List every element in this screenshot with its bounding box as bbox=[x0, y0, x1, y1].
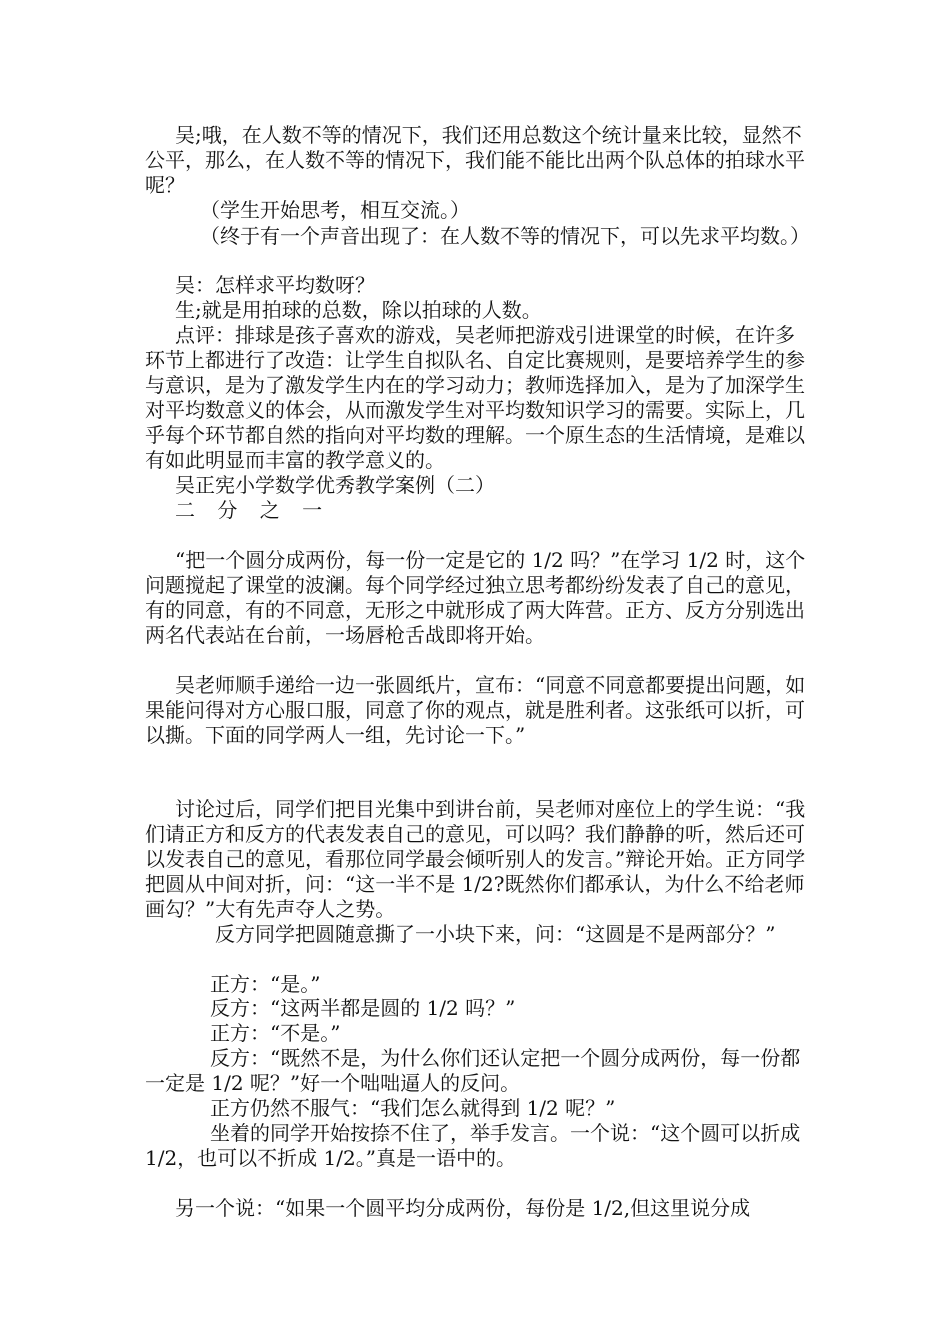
paragraph-18: 另一个说：“如果一个圆平均分成两份，每份是 1/2,但这里说分成 bbox=[175, 1196, 751, 1220]
paragraph-4: 吴：怎样求平均数呀？ bbox=[175, 273, 375, 297]
paragraph-17: 坐着的同学开始按捺不住了，举手发言。一个说：“这个圆可以折成 1/2，也可以不折成 1/2。”真是一语中的。 bbox=[145, 1121, 801, 1170]
paragraph-9: 吴老师顺手递给一边一张圆纸片，宣布：“同意不同意都要提出问题，如果能问得对方心服口服，同意了你的观点，就是胜利者。这张纸可以折，可以撕。下面的同学两人一组，先讨论一下。” bbox=[145, 673, 806, 747]
paragraph-3: （终于有一个声音出现了：在人数不等的情况下，可以先求平均数。） bbox=[200, 224, 810, 248]
paragraph-11: 反方同学把圆随意撕了一小块下来，问：“这圆是不是两部分？” bbox=[215, 922, 776, 946]
paragraph-8: “把一个圆分成两份，每一份一定是它的 1/2 吗？”在学习 1/2 时，这个问题搅起了课堂的波澜。每个同学经过独立思考都纷纷发表了自己的意见，有的同意，有的不同意，无形之中就形成了两大阵营。正方、反方分别选出两名代表站在台前，一场唇枪舌战即将开始。 bbox=[145, 548, 806, 647]
paragraph-12: 正方：“是。” bbox=[210, 972, 321, 996]
paragraph-5: 生;就是用拍球的总数，除以拍球的人数。 bbox=[175, 298, 542, 322]
paragraph-10: 讨论过后，同学们把目光集中到讲台前，吴老师对座位上的学生说：“我们请正方和反方的代表发表自己的意见，可以吗？我们静静的听，然后还可以发表自己的意见，看那位同学最会倾听别人的发言。”辩论开始。正方同学把圆从中间对折，问：“这一半不是 1/2?既然你们都承认，为什么不给老师画勾？”大有先声夺人之势。 bbox=[145, 797, 806, 921]
paragraph-16: 正方仍然不服气：“我们怎么就得到 1/2 呢？” bbox=[210, 1096, 616, 1120]
section-heading: 二 分 之 一 bbox=[175, 498, 331, 522]
paragraph-7: 吴正宪小学数学优秀教学案例（二） bbox=[175, 473, 495, 497]
paragraph-2: （学生开始思考，相互交流。） bbox=[200, 198, 470, 222]
paragraph-1: 吴;哦，在人数不等的情况下，我们还用总数这个统计量来比较，显然不公平，那么，在人数不等的情况下，我们能不能比出两个队总体的拍球水平呢？ bbox=[145, 123, 805, 197]
paragraph-6: 点评：排球是孩子喜欢的游戏，吴老师把游戏引进课堂的时候，在许多环节上都进行了改造：让学生自拟队名、自定比赛规则，是要培养学生的参与意识，是为了激发学生内在的学习动力；教师选择加入，是为了加深学生对平均数意义的体会，从而激发学生对平均数知识学习的需要。实际上，几乎每个环节都自然的指向对平均数的理解。一个原生态的生活情境，是难以有如此明显而丰富的教学意义的。 bbox=[145, 323, 805, 472]
paragraph-15: 反方：“既然不是，为什么你们还认定把一个圆分成两份，每一份都一定是 1/2 呢？”好一个咄咄逼人的反问。 bbox=[145, 1046, 801, 1095]
paragraph-13: 反方：“这两半都是圆的 1/2 吗？” bbox=[210, 996, 516, 1020]
paragraph-14: 正方：“不是。” bbox=[210, 1021, 341, 1045]
